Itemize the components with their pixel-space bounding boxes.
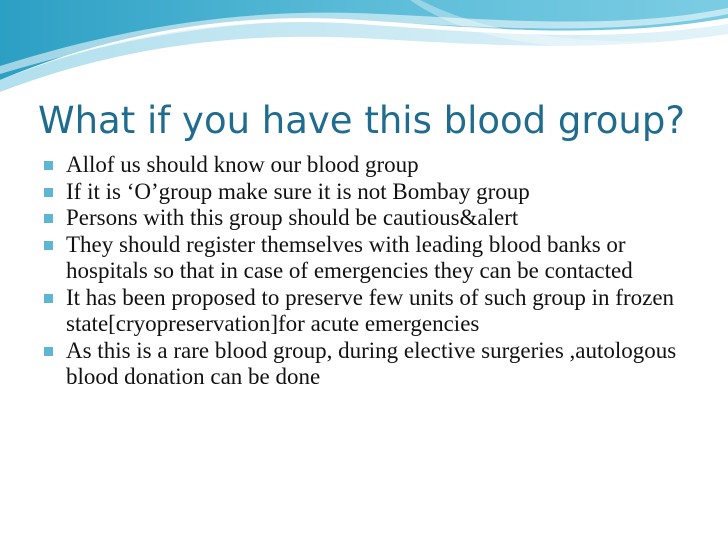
bullet-text: They should register themselves with leading blood banks or hospitals so that in case of emergencies they can be contacted: [66, 231, 633, 283]
bullet-item: [42, 179, 712, 206]
bullet-text: If it is ‘O’group make sure it is not Bombay group: [66, 178, 530, 204]
bullet-text: Allof us should know our blood group: [66, 152, 419, 177]
bullet-text: Persons with this group should be cautious&alert: [66, 205, 519, 230]
bullet-text: It has been proposed to preserve few units of such group in frozen state[cryopreservation]for acute emergencies: [66, 284, 675, 336]
bullet-item: [42, 338, 712, 391]
bullet-item: [42, 152, 712, 179]
bullet-item: [42, 285, 712, 338]
square-bullet-icon: [44, 241, 53, 250]
square-bullet-icon: [44, 347, 53, 356]
square-bullet-icon: [44, 294, 53, 303]
bullet-text: As this is a rare blood group, during elective surgeries ,autologous blood donation can be done: [66, 337, 677, 389]
slide-title: What if you have this blood group?: [38, 99, 685, 142]
bullet-item: [42, 205, 712, 232]
square-bullet-icon: [44, 161, 53, 170]
header-wave-decoration-icon: [0, 0, 728, 100]
square-bullet-icon: [44, 188, 53, 197]
square-bullet-icon: [44, 214, 53, 223]
bullet-list: [42, 152, 712, 391]
bullet-item: [42, 232, 712, 285]
